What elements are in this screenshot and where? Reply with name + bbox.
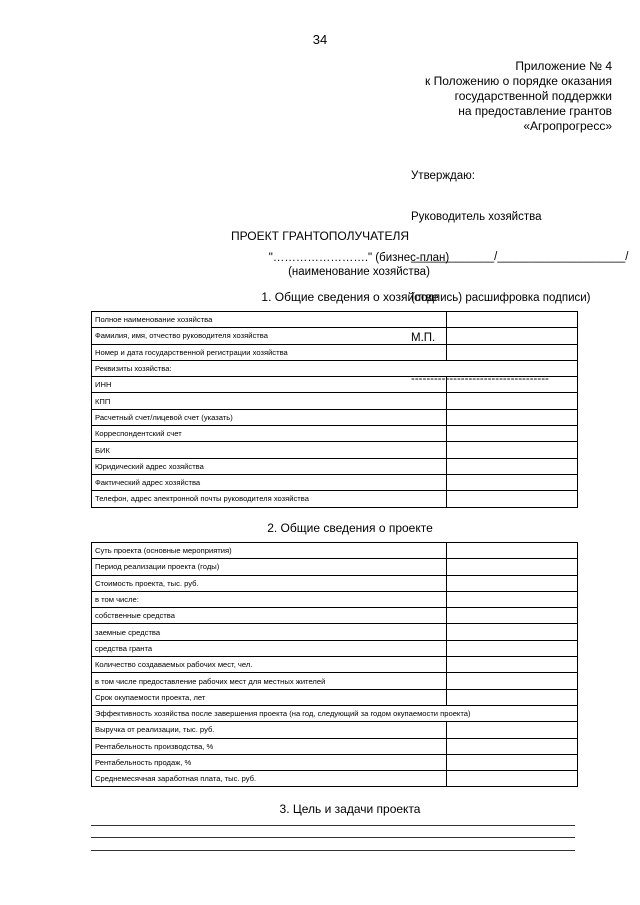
table-row [92,624,578,640]
table-row [92,608,578,624]
section2-title: 2. Общие сведения о проекте [267,521,433,535]
row-label: Юридический адрес хозяйства [92,458,447,474]
value-cell[interactable] [447,673,578,689]
row-label: Срок окупаемости проекта, лет [92,689,447,705]
stamp-label: М.П. [411,332,436,344]
approval-line: Утверждаю: [411,170,475,182]
section1-title: 1. Общие сведения о хозяйстве [261,290,439,304]
document-title: ПРОЕКТ ГРАНТОПОЛУЧАТЕЛЯ [230,229,410,243]
page-number: 34 [312,32,328,47]
table-row [92,722,578,738]
value-cell[interactable] [447,738,578,754]
table-row [92,705,578,721]
row-label: Телефон, адрес электронной почты руководителя хозяйства [92,491,447,507]
farm-name-caption: (наименование хозяйства) [288,265,430,278]
business-plan-heading [0,252,640,279]
row-label: Выручка от реализации, тыс. руб. [92,722,447,738]
row-label: собственные средства [92,608,447,624]
row-label: Номер и дата государственной регистрации хозяйства [92,344,447,360]
farm-info-table [91,311,578,508]
value-cell[interactable] [447,458,578,474]
table-row [92,771,578,787]
signature-caption: (подпись) расшифровка подписи) [411,291,591,304]
table-row [92,657,578,673]
appendix-line: на предоставление грантов [458,104,612,118]
value-cell[interactable] [447,591,578,607]
row-label: Эффективность хозяйства после завершения проекта (на год, следующий за годом окупаемости проекта) [92,705,578,721]
date-line: ------------------------------------ [411,372,549,385]
row-label: Реквизиты хозяйства: [92,360,578,376]
table-row [92,458,578,474]
row-label: в том числе: [92,591,447,607]
value-cell[interactable] [447,575,578,591]
value-cell[interactable] [447,640,578,656]
approval-line: Руководитель хозяйства [411,210,542,223]
value-cell[interactable] [447,657,578,673]
table-row [92,543,578,559]
value-cell[interactable] [447,722,578,738]
appendix-line: «Агропрогресс» [523,119,612,133]
value-cell[interactable] [447,312,578,328]
table-row [92,491,578,507]
row-label: Стоимость проекта, тыс. руб. [92,575,447,591]
signature-line: _____________/____________________/ [411,251,629,263]
value-cell[interactable] [447,771,578,787]
value-cell[interactable] [447,559,578,575]
value-cell[interactable] [447,754,578,770]
table-row [92,426,578,442]
section3-title: 3. Цель и задачи проекта [279,802,421,816]
value-cell[interactable] [447,377,578,393]
table-row [92,673,578,689]
fill-in-line[interactable] [91,837,575,838]
row-label: БИК [92,442,447,458]
table-row [92,442,578,458]
value-cell[interactable] [447,344,578,360]
table-row [92,559,578,575]
table-row [92,360,578,376]
table-row [92,689,578,705]
table-row [92,377,578,393]
row-label: в том числе предоставление рабочих мест для местных жителей [92,673,447,689]
table-row [92,738,578,754]
row-label: Полное наименование хозяйства [92,312,447,328]
row-label: Период реализации проекта (годы) [92,559,447,575]
fill-in-line[interactable] [91,850,575,851]
row-label: Среднемесячная заработная плата, тыс. руб. [92,771,447,787]
row-label: Корреспондентский счет [92,426,447,442]
project-info-table [91,542,578,787]
table-row [92,393,578,409]
value-cell[interactable] [447,328,578,344]
row-label: Количество создаваемых рабочих мест, чел. [92,657,447,673]
table-row [92,328,578,344]
row-label: Рентабельность производства, % [92,738,447,754]
fill-in-line[interactable] [91,825,575,826]
value-cell[interactable] [447,543,578,559]
appendix-header [312,59,612,134]
table-row [92,409,578,425]
table-row [92,474,578,490]
value-cell[interactable] [447,624,578,640]
row-label: КПП [92,393,447,409]
value-cell[interactable] [447,409,578,425]
value-cell[interactable] [447,426,578,442]
value-cell[interactable] [447,608,578,624]
table-row [92,312,578,328]
table-row [92,640,578,656]
table-row [92,344,578,360]
row-label: Суть проекта (основные мероприятия) [92,543,447,559]
row-label: Фактический адрес хозяйства [92,474,447,490]
value-cell[interactable] [447,689,578,705]
table-row [92,754,578,770]
value-cell[interactable] [447,491,578,507]
row-label: Фамилия, имя, отчество руководителя хозяйства [92,328,447,344]
row-label: ИНН [92,377,447,393]
business-plan-name: "……………………." (бизнес-план) [268,252,450,264]
row-label: Рентабельность продаж, % [92,754,447,770]
row-label: заемные средства [92,624,447,640]
appendix-line: к Положению о порядке оказания [424,74,612,88]
table-row [92,575,578,591]
value-cell[interactable] [447,442,578,458]
appendix-line: государственной поддержки [454,89,612,103]
row-label: Расчетный счет/лицевой счет (указать) [92,409,447,425]
row-label: средства гранта [92,640,447,656]
value-cell[interactable] [447,474,578,490]
appendix-line: Приложение № 4 [515,59,612,73]
table-row [92,591,578,607]
value-cell[interactable] [447,393,578,409]
